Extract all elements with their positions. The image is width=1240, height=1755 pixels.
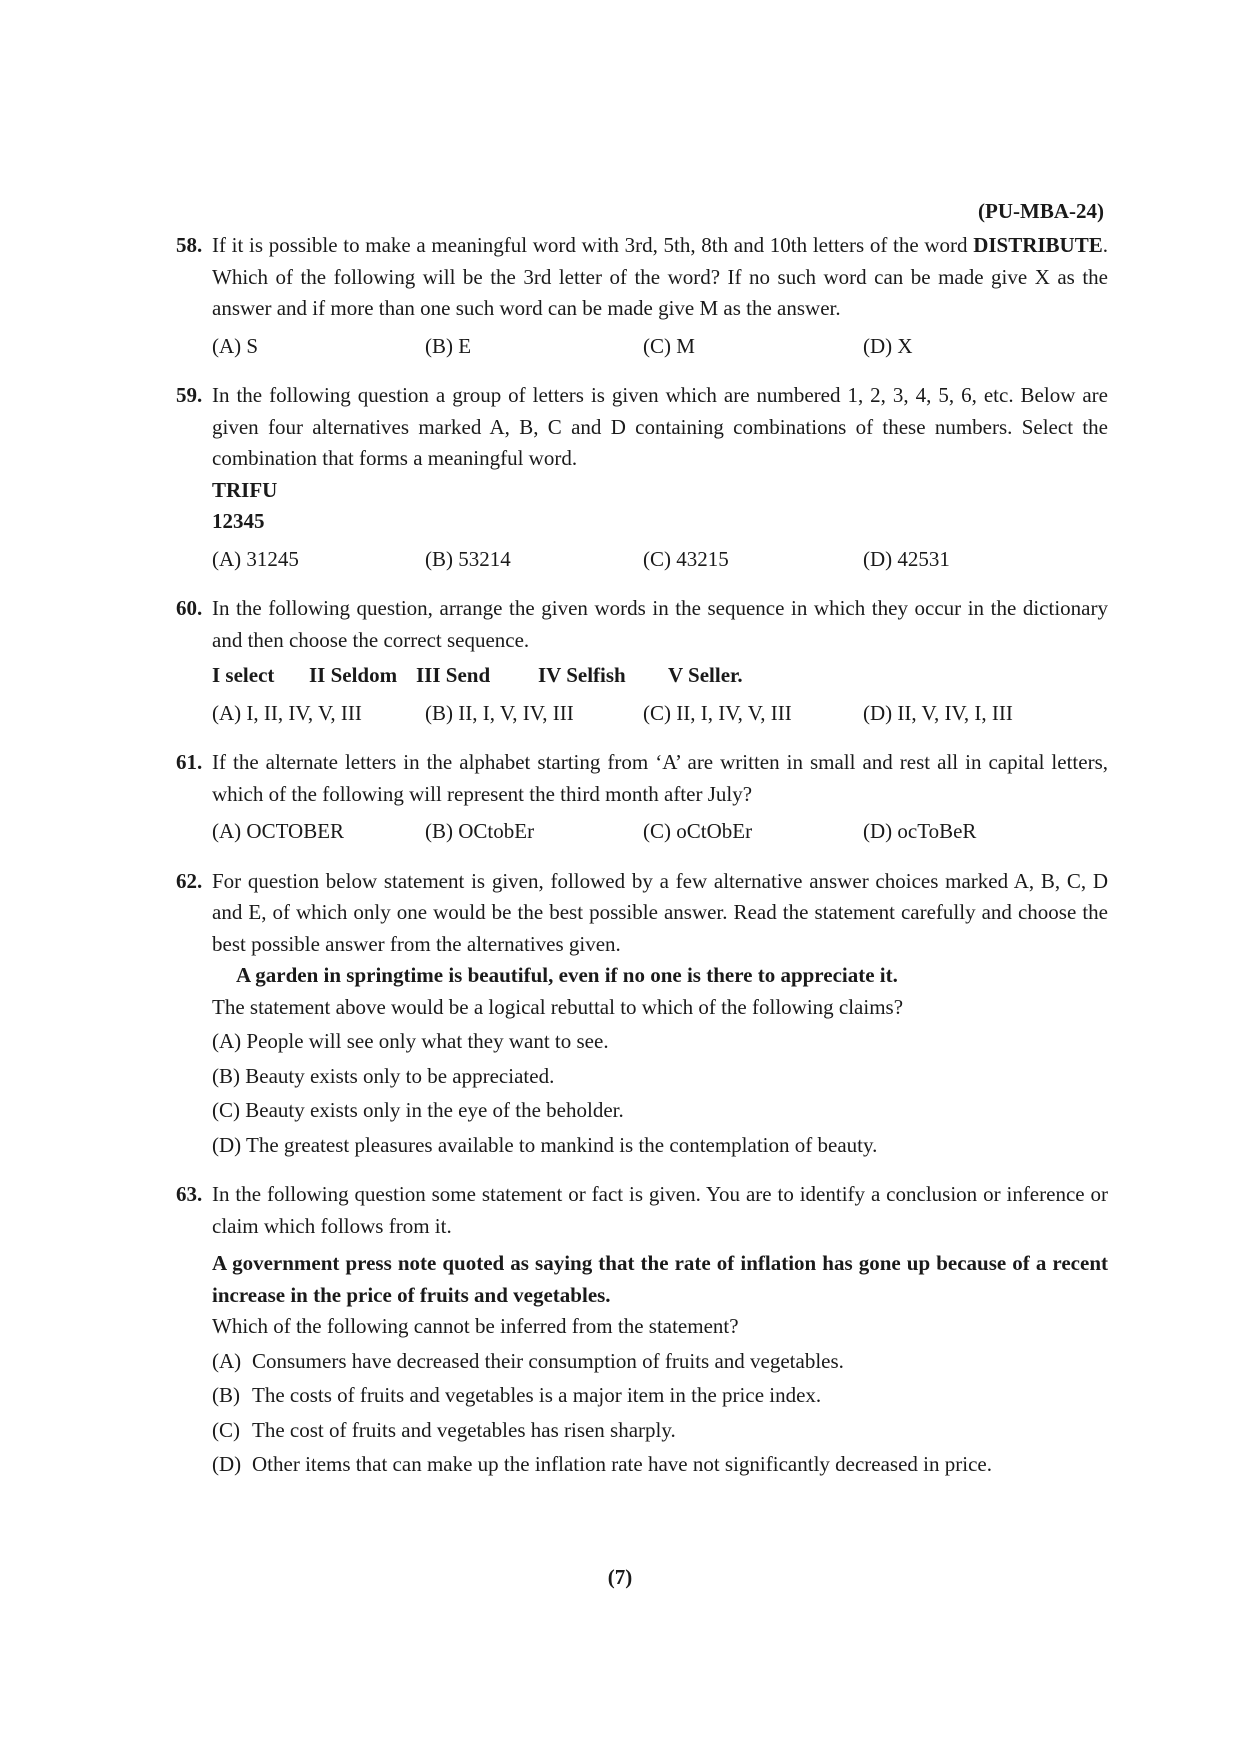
option-c[interactable] — [212, 1415, 1108, 1447]
question-number: 61. — [176, 750, 203, 774]
question-text: In the following question a group of letters is given which are numbered 1, 2, 3, 4, 5, 6, etc. Below are given four alternatives marked A, B, C and D containing combinations of these numbers. Select the combination that forms a meaningful word. — [212, 383, 1108, 470]
word-item: I select — [212, 663, 275, 687]
options-row — [212, 331, 1108, 363]
option-text: Other items that can make up the inflation rate have not significantly decreased in price. — [252, 1452, 992, 1476]
question-number: 63. — [176, 1182, 203, 1206]
question-61 — [178, 747, 1108, 848]
question-60 — [178, 593, 1108, 729]
option-b[interactable]: (B) E — [425, 333, 472, 358]
options-row — [212, 544, 1108, 576]
questions-section — [178, 230, 1108, 1499]
option-c[interactable]: (C) II, I, IV, V, III — [643, 700, 792, 725]
option-c[interactable]: (C) oCtObEr — [643, 819, 753, 843]
option-a[interactable] — [212, 1346, 1108, 1378]
question-59 — [178, 380, 1108, 575]
page-number: (7) — [607, 1565, 633, 1589]
option-d[interactable]: (D) 42531 — [863, 546, 950, 571]
question-text-part: . Which of the following will be the 3rd letter of the word? If no such word can be made give X as the answer and if more than one such word can be made give M as the answer. — [212, 233, 1108, 320]
option-b[interactable]: (B) Beauty exists only to be appreciated. — [212, 1063, 555, 1088]
question-prompt: The statement above would be a logical rebuttal to which of the following claims? — [212, 994, 904, 1019]
option-c[interactable]: (C) M — [643, 333, 695, 358]
option-a[interactable]: (A) 31245 — [212, 546, 299, 571]
word-list — [212, 660, 1108, 692]
options-row — [212, 698, 1108, 730]
question-text — [212, 230, 1108, 325]
option-d[interactable] — [212, 1449, 1108, 1481]
question-number: 62. — [176, 868, 203, 893]
question-text: If the alternate letters in the alphabet starting from ‘A’ are written in small and rest all in capital letters, which of the following will represent the third month after July? — [212, 750, 1108, 806]
question-text-part: If it is possible to make a meaningful word with 3rd, 5th, 8th and 10th letters of the word — [212, 233, 974, 257]
option-b[interactable]: (B) OCtobEr — [425, 819, 535, 843]
option-a[interactable]: (A) People will see only what they want to see. — [212, 1029, 609, 1053]
question-prompt: Which of the following cannot be inferred from the statement? — [212, 1314, 739, 1338]
letter-group: TRIFU — [212, 477, 278, 502]
option-d[interactable]: (D) ocToBeR — [863, 819, 977, 843]
option-label: (A) — [212, 1348, 242, 1373]
question-62 — [178, 866, 1108, 1162]
question-number: 58. — [176, 233, 203, 257]
option-d[interactable]: (D) II, V, IV, I, III — [863, 700, 1013, 725]
option-a[interactable]: (A) I, II, IV, V, III — [212, 700, 362, 725]
option-b[interactable]: (B) 53214 — [425, 546, 511, 571]
word-item: II Seldom — [309, 663, 398, 687]
options-row — [212, 816, 1108, 848]
question-text: For question below statement is given, followed by a few alternative answer choices marked A, B, C, D and E, of which only one would be the best possible answer. Read the statement carefully and choose the best possible answer from the alternatives given. — [212, 868, 1108, 956]
option-text: The costs of fruits and vegetables is a major item in the price index. — [252, 1383, 822, 1407]
options-list — [212, 1026, 1108, 1161]
question-58 — [178, 230, 1108, 362]
option-b[interactable] — [212, 1380, 1108, 1412]
question-keyword: DISTRIBUTE — [973, 233, 1103, 257]
number-group: 12345 — [212, 509, 265, 533]
option-label: (C) — [212, 1417, 240, 1442]
option-text: Consumers have decreased their consumption of fruits and vegetables. — [252, 1348, 844, 1373]
option-d[interactable]: (D) X — [863, 333, 913, 358]
word-item: IV Selfish — [538, 663, 626, 687]
option-text: The cost of fruits and vegetables has risen sharply. — [252, 1417, 676, 1442]
question-number: 60. — [176, 596, 203, 620]
option-b[interactable]: (B) II, I, V, IV, III — [425, 700, 574, 725]
option-a[interactable]: (A) OCTOBER — [212, 819, 345, 843]
option-label: (D) — [212, 1452, 242, 1476]
word-item: V Seller. — [668, 663, 743, 687]
word-item: III Send — [416, 663, 491, 687]
option-d[interactable]: (D) The greatest pleasures available to mankind is the contemplation of beauty. — [212, 1132, 878, 1157]
question-text: In the following question, arrange the given words in the sequence in which they occur in the dictionary and then choose the correct sequence. — [212, 596, 1108, 652]
question-63 — [178, 1179, 1108, 1481]
question-number: 59. — [176, 383, 203, 407]
options-list — [212, 1346, 1108, 1481]
statement: A garden in springtime is beautiful, even if no one is there to appreciate it. — [236, 963, 898, 987]
question-text: In the following question some statement or fact is given. You are to identify a conclusion or inference or claim which follows from it. — [212, 1182, 1108, 1238]
paper-code: (PU-MBA-24) — [978, 199, 1104, 223]
option-c[interactable]: (C) Beauty exists only in the eye of the beholder. — [212, 1098, 624, 1122]
option-label: (B) — [212, 1383, 240, 1407]
option-c[interactable]: (C) 43215 — [643, 546, 729, 571]
option-a[interactable]: (A) S — [212, 333, 259, 358]
statement: A government press note quoted as saying that the rate of inflation has gone up because of a recent increase in the price of fruits and vegetables. — [212, 1251, 1108, 1307]
